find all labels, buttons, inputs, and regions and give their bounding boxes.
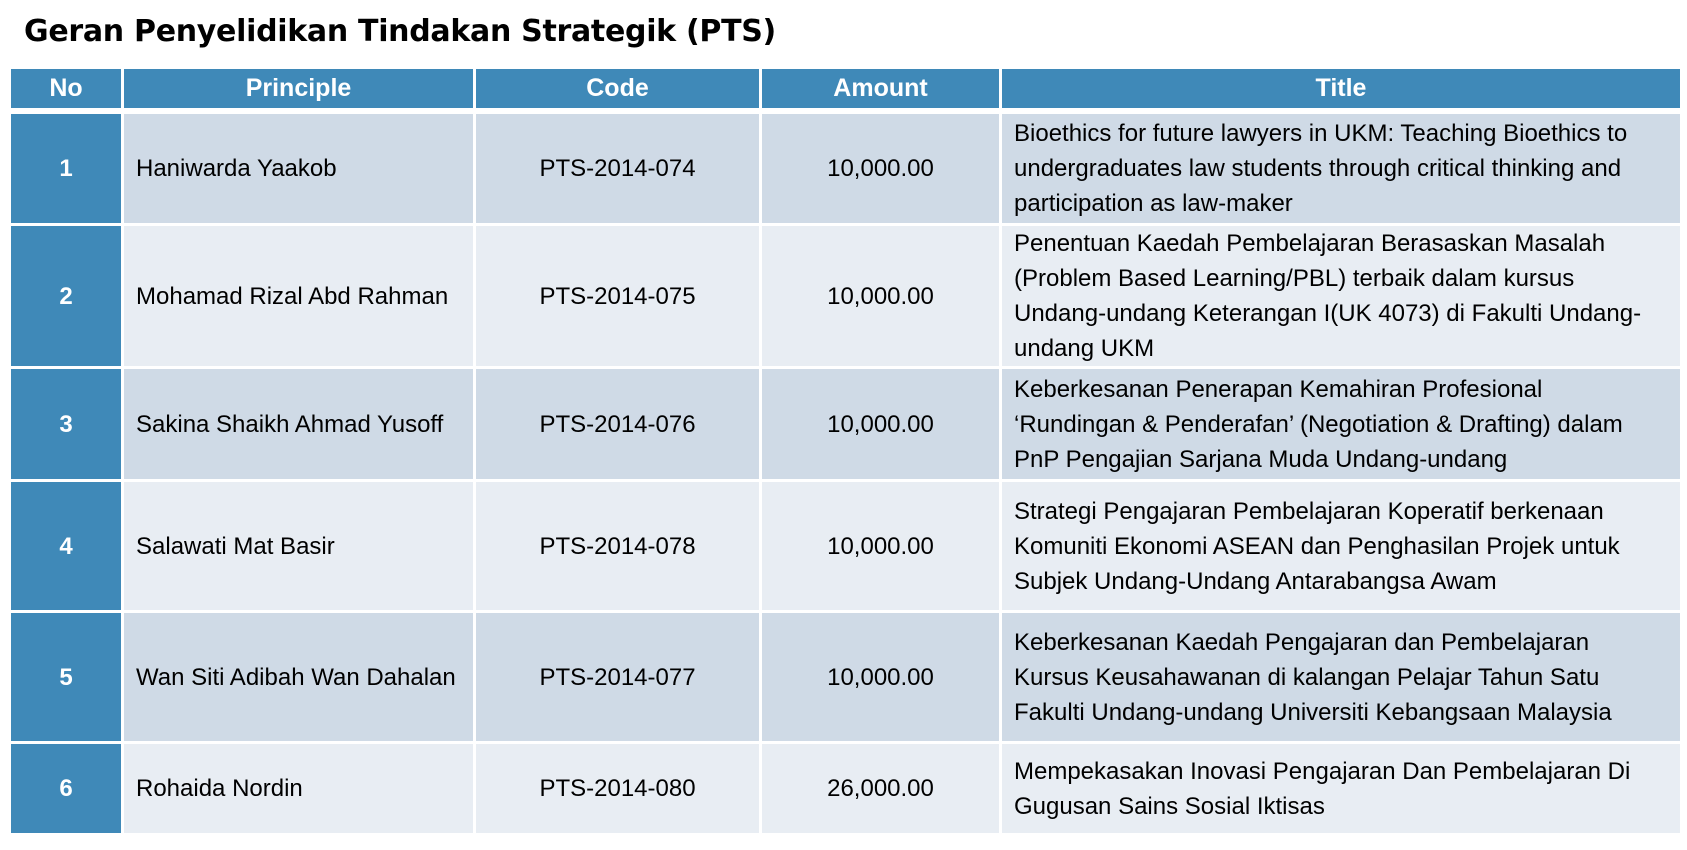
grant-title: Bioethics for future lawyers in UKM: Teaching Bioethics to undergraduates law students through critical thinking and participation as law-maker	[1001, 111, 1682, 225]
principle-name: Wan Siti Adibah Wan Dahalan	[123, 612, 475, 743]
table-row	[10, 225, 1682, 368]
column-header-amount: Amount	[761, 68, 1001, 112]
grant-code: PTS-2014-077	[475, 612, 761, 743]
grant-title: Penentuan Kaedah Pembelajaran Berasaskan Masalah (Problem Based Learning/PBL) terbaik dalam kursus Undang-undang Keterangan I(UK 4073) di Fakulti Undang-undang UKM	[1001, 225, 1682, 368]
row-number: 2	[10, 225, 123, 368]
grant-amount: 26,000.00	[761, 743, 1001, 835]
principle-name: Haniwarda Yaakob	[123, 111, 475, 225]
grant-title: Strategi Pengajaran Pembelajaran Koperatif berkenaan Komuniti Ekonomi ASEAN dan Penghasilan Projek untuk Subjek Undang-Undang Antarabangsa Awam	[1001, 481, 1682, 612]
table-row	[10, 612, 1682, 743]
table-row	[10, 368, 1682, 481]
grant-table-container	[8, 66, 1680, 836]
grant-code: PTS-2014-075	[475, 225, 761, 368]
table-row	[10, 743, 1682, 835]
grant-table	[8, 66, 1683, 836]
row-number: 3	[10, 368, 123, 481]
grant-code: PTS-2014-076	[475, 368, 761, 481]
grant-code: PTS-2014-080	[475, 743, 761, 835]
principle-name: Salawati Mat Basir	[123, 481, 475, 612]
row-number: 5	[10, 612, 123, 743]
row-number: 6	[10, 743, 123, 835]
column-header-principle: Principle	[123, 68, 475, 112]
page-title: Geran Penyelidikan Tindakan Strategik (PTS)	[24, 14, 776, 49]
table-row	[10, 111, 1682, 225]
grant-amount: 10,000.00	[761, 612, 1001, 743]
table-row	[10, 481, 1682, 612]
grant-title: Keberkesanan Kaedah Pengajaran dan Pembelajaran Kursus Keusahawanan di kalangan Pelajar Tahun Satu Fakulti Undang-undang Universiti Kebangsaan Malaysia	[1001, 612, 1682, 743]
principle-name: Sakina Shaikh Ahmad Yusoff	[123, 368, 475, 481]
column-header-no: No	[10, 68, 123, 112]
row-number: 4	[10, 481, 123, 612]
column-header-title: Title	[1001, 68, 1682, 112]
grant-amount: 10,000.00	[761, 481, 1001, 612]
principle-name: Rohaida Nordin	[123, 743, 475, 835]
table-header-row	[10, 68, 1682, 112]
grant-amount: 10,000.00	[761, 368, 1001, 481]
grant-title: Mempekasakan Inovasi Pengajaran Dan Pembelajaran Di Gugusan Sains Sosial Iktisas	[1001, 743, 1682, 835]
grant-title: Keberkesanan Penerapan Kemahiran Profesional ‘Rundingan & Penderafan’ (Negotiation & Drafting) dalam PnP Pengajian Sarjana Muda Undang-undang	[1001, 368, 1682, 481]
principle-name: Mohamad Rizal Abd Rahman	[123, 225, 475, 368]
row-number: 1	[10, 111, 123, 225]
grant-code: PTS-2014-078	[475, 481, 761, 612]
grant-code: PTS-2014-074	[475, 111, 761, 225]
grant-amount: 10,000.00	[761, 111, 1001, 225]
column-header-code: Code	[475, 68, 761, 112]
grant-amount: 10,000.00	[761, 225, 1001, 368]
